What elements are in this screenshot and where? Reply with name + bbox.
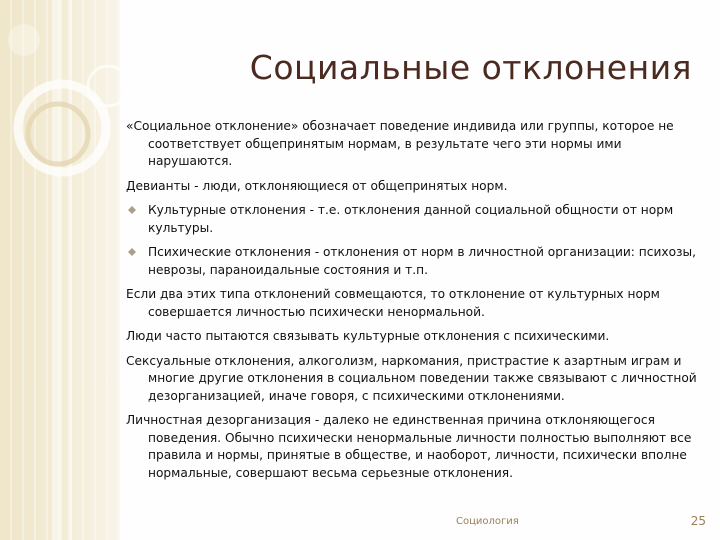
paragraph-linking: Люди часто пытаются связывать культурные отклонения с психическими. (126, 329, 610, 343)
footer-subject: Социология (456, 516, 519, 527)
slide-body (126, 118, 698, 489)
small-ring (88, 66, 128, 106)
bullet-text-cultural: Культурные отклонения - т.е. отклонения данной социальной общности от норм культуры. (148, 203, 674, 235)
page-number: 25 (690, 514, 706, 528)
decorative-circles (0, 0, 140, 540)
paragraph-combined: Если два этих типа отклонений совмещаются, то отклонение от культурных норм совершается личностью психически ненормальной. (126, 287, 660, 319)
paragraph-definition: «Социальное отклонение» обозначает поведение индивида или группы, которое не соответствует общепринятым нормам, в результате чего эти нормы ими нарушаются. (126, 119, 674, 168)
bullet-text-mental: Психические отклонения - отклонения от норм в личностной организации: психозы, неврозы, параноидальные состояния и т.п. (148, 245, 697, 277)
small-disc (8, 24, 40, 56)
paragraph-disorganization: Личностная дезорганизация - далеко не единственная причина отклоняющегося поведения. Обычно психически ненормальные личности полностью выполняют все правила и нормы, принятые в обществе, и наоборот, личности, психически вполне нормальные, совершают весьма серьезные отклонения. (126, 413, 692, 480)
diamond-bullet-icon (128, 248, 136, 256)
paragraph-deviants: Девианты - люди, отклоняющиеся от общепринятых норм. (126, 178, 508, 193)
bullet-item-mental (126, 244, 698, 279)
paragraph-sexual-deviations: Сексуальные отклонения, алкоголизм, наркомания, пристрастие к азартным играм и многие другие отклонения в социальном поведении также связывают с личностной дезорганизацией, иначе говоря, с психическими отклонениями. (126, 353, 697, 403)
slide-title: Социальные отклонения (249, 48, 692, 87)
diamond-bullet-icon (128, 206, 136, 214)
bullet-item-cultural (126, 202, 698, 237)
